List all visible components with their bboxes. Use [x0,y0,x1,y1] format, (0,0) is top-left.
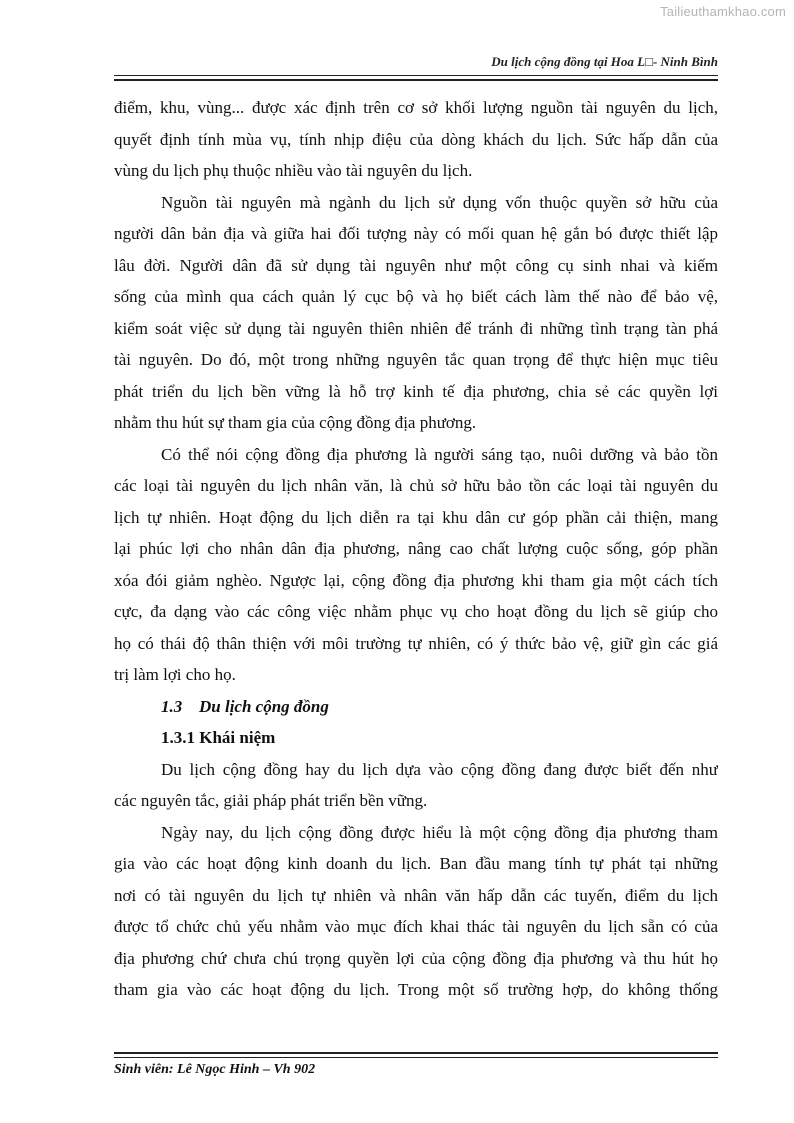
text-line: phát triển du lịch bền vững là hỗ trợ kinh tế địa phương, chia sẻ các quyền lợi [114,381,718,401]
page-footer: Sinh viên: Lê Ngọc Hinh – Vh 902 [114,1062,316,1077]
running-header: Du lịch cộng đồng tại Hoa L□- Ninh Bình [491,54,718,69]
watermark: Tailieuthamkhao.com [660,4,786,19]
section-number: 1.3 [161,696,183,716]
text-line: trị làm lợi cho họ. [114,665,236,684]
footer-divider [114,1052,718,1058]
subsection-heading [114,722,718,754]
text-line: Nguồn tài nguyên mà ngành du lịch sử dụng vốn thuộc quyền sở hữu của [161,192,718,212]
header-divider [114,75,718,81]
text-line: nơi có tài nguyên du lịch tự nhiên và nhân văn hấp dẫn các tuyến, điểm du lịch [114,885,718,905]
subsection-number: 1.3.1 [161,728,195,747]
text-line: Có thể nói cộng đồng địa phương là người sáng tạo, nuôi dưỡng và bảo tồn [161,444,718,464]
text-line: được tổ chức chủ yếu nhằm vào mục đích khai thác tài nguyên du lịch sẵn có của [114,917,718,936]
text-line: vùng du lịch phụ thuộc nhiều vào tài nguyên du lịch. [114,161,473,180]
section-heading [114,691,718,723]
text-line: lại phúc lợi cho nhân dân địa phương, nâng cao chất lượng cuộc sống, góp phần [114,539,718,558]
text-line: tài nguyên. Do đó, một trong những nguyên tắc quan trọng để thực hiện mục tiêu [114,350,718,369]
text-line: các loại tài nguyên du lịch nhân văn, là chủ sở hữu bảo tồn các loại tài nguyên du [114,476,718,495]
subsection-title: Khái niệm [199,728,276,747]
text-line: Du lịch cộng đồng hay du lịch dựa vào cộng đồng đang được biết đến như [161,759,718,779]
body-text [114,92,718,1006]
text-line: sống của mình qua cách quản lý cục bộ và họ biết cách làm thế nào để bảo vệ, [114,287,718,306]
text-line: lịch tự nhiên. Hoạt động du lịch diễn ra tại khu dân cư góp phần cải thiện, mang [114,507,718,527]
text-line: người dân bản địa và giữa hai đối tượng này có mối quan hệ gắn bó được thiết lập [114,224,718,243]
text-line: quyết định tính mùa vụ, tính nhịp điệu của dòng khách du lịch. Sức hấp dẫn của [114,129,718,149]
text-line: gia vào các hoạt động kinh doanh du lịch. Ban đầu mang tính tự phát tại những [114,854,718,873]
text-line: tham gia vào các hoạt động du lịch. Trong một số trường hợp, do không thống [114,980,718,999]
text-line: địa phương chứ chưa chú trọng quyền lợi của cộng đồng địa phương và thu hút họ [114,948,718,968]
text-line: các nguyên tắc, giải pháp phát triển bền vững. [114,791,428,810]
text-line: Ngày nay, du lịch cộng đồng được hiểu là một cộng đồng địa phương tham [161,822,718,842]
text-line: nhằm thu hút sự tham gia của cộng đồng địa phương. [114,413,477,432]
text-line: cực, đa dạng vào các công việc nhằm phục vụ cho hoạt đồng du lịch sẽ giúp cho [114,602,718,621]
text-line: xóa đói giảm nghèo. Ngược lại, cộng đồng địa phương khi tham gia một cách tích [114,570,718,590]
text-line: điểm, khu, vùng... được xác định trên cơ sở khối lượng nguồn tài nguyên du lịch, [114,98,718,117]
text-line: lâu đời. Người dân đã sử dụng tài nguyên như một công cụ sinh nhai và kiếm [114,255,718,275]
text-line: kiểm soát việc sử dụng tài nguyên thiên nhiên để tránh đi những tình trạng tàn phá [114,318,718,338]
text-line: họ có thái độ thân thiện với môi trường tự nhiên, có ý thức bảo vệ, giữ gìn các giá [114,633,718,653]
section-title: Du lịch cộng đồng [199,696,329,716]
